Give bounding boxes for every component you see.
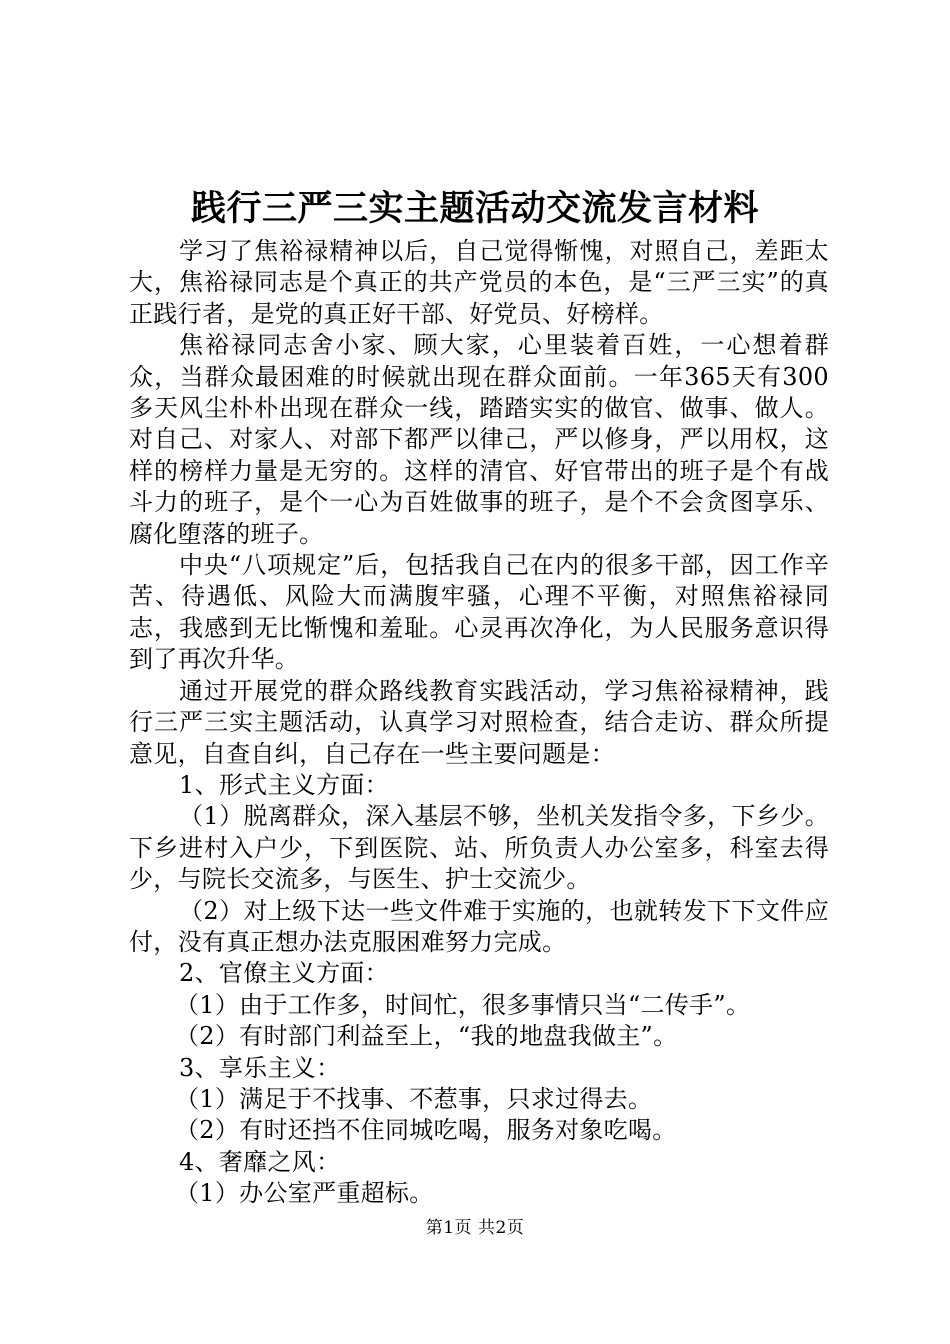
paragraph-eight-rules: 中央“八项规定”后，包括我自己在内的很多干部，因工作辛苦、待遇低、风险大而满腹牢骚，心理不平衡，对照焦裕禄同志，我感到无比惭愧和羞耻。心灵再次净化，为人民服务意识得到了再次升华。 xyxy=(129,551,829,674)
heading-bureaucracy: 2、官僚主义方面： xyxy=(179,959,389,988)
heading-extravagance: 4、奢靡之风： xyxy=(179,1147,341,1176)
heading-formalism: 1、形式主义方面： xyxy=(179,770,389,799)
item-hedonism-1: （1）满足于不找事、不惹事，只求过得去。 xyxy=(175,1084,653,1113)
page-number-footer: 第1页 共2页 xyxy=(425,1218,525,1238)
item-bureaucracy-1: （1）由于工作多，时间忙，很多事情只当“二传手”。 xyxy=(175,990,751,1019)
document-body xyxy=(129,236,829,1210)
heading-hedonism: 3、享乐主义： xyxy=(179,1053,341,1082)
item-formalism-1: （1）脱离群众，深入基层不够，坐机关发指令多，下乡少。下乡进村入户少，下到医院、站、所负责人办公室多，科室去得少，与院长交流多，与医生、护士交流少。 xyxy=(129,802,829,894)
item-bureaucracy-2: （2）有时部门利益至上，“我的地盘我做主”。 xyxy=(175,1022,678,1051)
item-formalism-2: （2）对上级下达一些文件难于实施的，也就转发下下文件应付，没有真正想办法克服困难努力完成。 xyxy=(129,896,829,956)
item-extravagance-1: （1）办公室严重超标。 xyxy=(175,1179,434,1208)
paragraph-self-check: 通过开展党的群众路线教育实践活动，学习焦裕禄精神，践行三严三实主题活动，认真学习对照检查，结合走访、群众所提意见，自查自纠，自己存在一些主要问题是： xyxy=(129,676,829,768)
paragraph-jiao-yulu: 焦裕禄同志舍小家、顾大家，心里装着百姓，一心想着群众，当群众最困难的时候就出现在群众面前。一年365天有300多天风尘朴朴出现在群众一线，踏踏实实的做官、做事、做人。对自己、对家人、对部下都严以律己，严以修身，严以用权，这样的榜样力量是无穷的。这样的清官、好官带出的班子是个有战斗力的班子，是个一心为百姓做事的班子，是个不会贪图享乐、腐化堕落的班子。 xyxy=(129,331,829,548)
document-title: 践行三严三实主题活动交流发言材料 xyxy=(190,188,759,229)
paragraph-intro: 学习了焦裕禄精神以后，自己觉得惭愧，对照自己，差距太大，焦裕禄同志是个真正的共产党员的本色，是“三严三实”的真正践行者，是党的真正好干部、好党员、好榜样。 xyxy=(129,237,829,328)
item-hedonism-2: （2）有时还挡不住同城吃喝，服务对象吃喝。 xyxy=(175,1116,677,1145)
